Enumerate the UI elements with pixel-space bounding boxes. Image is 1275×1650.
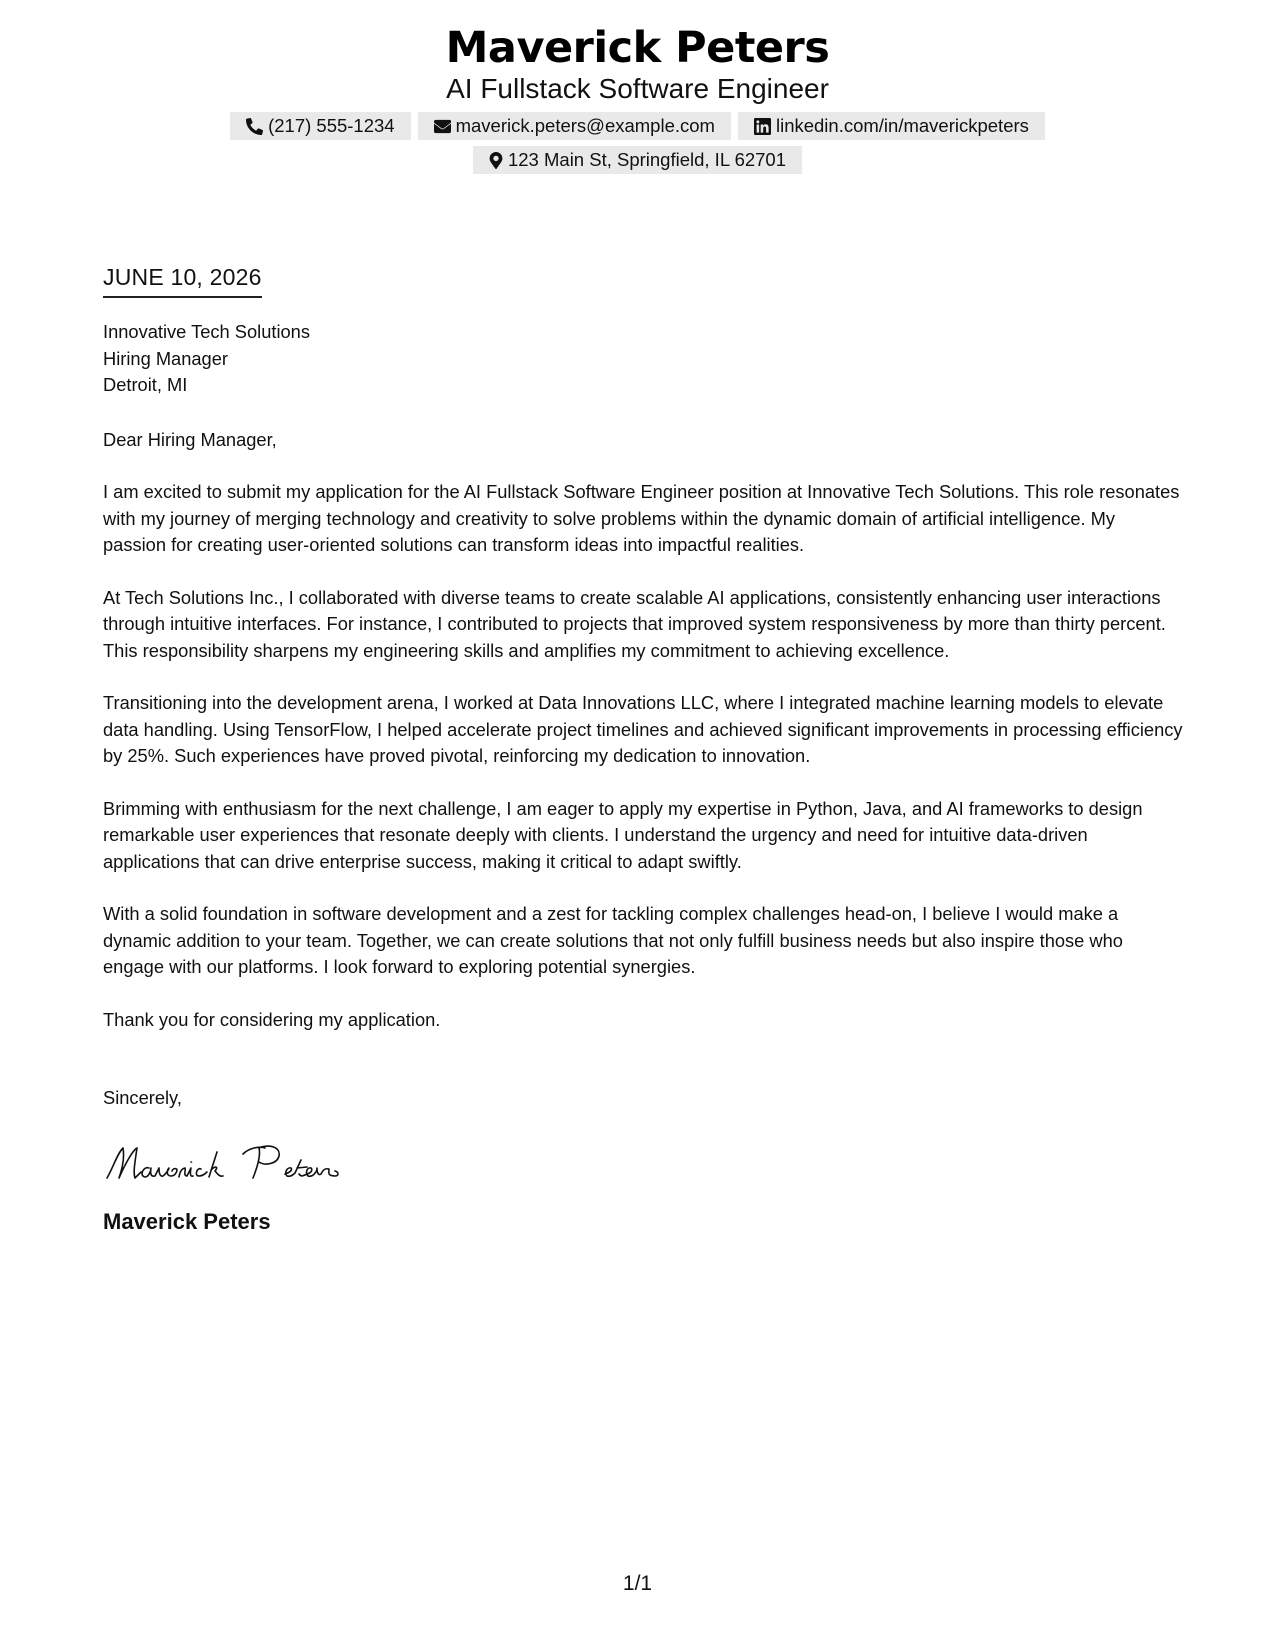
body-paragraph: At Tech Solutions Inc., I collaborated with diverse teams to create scalable AI applications, consistently enhancing user interactions through intuitive interfaces. For instance, I contributed to projects that improved system responsiveness by more than thirty percent. This responsibility sharpens my engineering skills and amplifies my commitment to achieving excellence.	[103, 586, 1166, 661]
body-paragraph: I am excited to submit my application for the AI Fullstack Software Engineer position at Innovative Tech Solutions. This role resonates with my journey of merging technology and creativity to solve problems within the dynamic domain of artificial intelligence. My passion for creating user-oriented solutions can transform ideas into impactful realities.	[103, 481, 1180, 555]
address-chip	[473, 146, 802, 174]
page-indicator: 1/1	[622, 1572, 653, 1595]
linkedin-chip	[738, 112, 1045, 140]
recipient-company: Innovative Tech Solutions	[103, 321, 310, 342]
closing: Sincerely,	[103, 1087, 182, 1108]
body-paragraph: Brimming with enthusiasm for the next challenge, I am eager to apply my expertise in Python, Java, and AI frameworks to design remarkable user experiences that resonate deeply with clients. I understand the urgency and need for intuitive data-driven applications that can drive enterprise success, making it critical to adapt swiftly.	[103, 797, 1143, 872]
email-text: maverick.peters@example.com	[455, 115, 715, 136]
recipient-block	[103, 319, 1183, 399]
thank-you-line: Thank you for considering my application.	[103, 1008, 441, 1030]
letter-date: JUNE 10, 2026	[103, 262, 262, 298]
recipient-role: Hiring Manager	[103, 347, 228, 369]
linkedin-icon	[754, 118, 771, 135]
salutation: Dear Hiring Manager,	[103, 428, 277, 450]
linkedin-text: linkedin.com/in/maverickpeters	[775, 115, 1029, 136]
phone-text: (217) 555-1234	[268, 115, 395, 136]
recipient-location: Detroit, MI	[103, 374, 188, 395]
applicant-name: Maverick Peters	[445, 23, 830, 73]
handwritten-signature	[103, 1140, 1183, 1190]
map-pin-icon	[489, 152, 503, 169]
body-paragraph: Transitioning into the development arena, I worked at Data Innovations LLC, where I integrated machine learning models to elevate data handling. Using TensorFlow, I helped accelerate project timelines and achieved significant improvements in processing efficiency by 25%. Such experiences have proved pivotal, reinforcing my dedication to innovation.	[103, 692, 1183, 766]
email-chip	[418, 112, 731, 140]
envelope-icon	[434, 118, 451, 135]
address-row	[0, 146, 1275, 174]
body-paragraph: With a solid foundation in software development and a zest for tackling complex challenges head-on, I believe I would make a dynamic addition to your team. Together, we can create solutions that not only fulfill business needs but also inspire those who engage with our platforms. I look forward to exploring potential synergies.	[103, 903, 1123, 977]
signature-image	[103, 1140, 373, 1190]
address-text: 123 Main St, Springfield, IL 62701	[507, 149, 787, 170]
phone-icon	[246, 118, 263, 135]
contact-row	[0, 112, 1275, 140]
phone-chip	[230, 112, 411, 140]
applicant-title: AI Fullstack Software Engineer	[446, 73, 829, 104]
letter-header	[0, 22, 1275, 174]
signed-name: Maverick Peters	[103, 1208, 271, 1234]
letter-body	[103, 262, 1183, 1236]
